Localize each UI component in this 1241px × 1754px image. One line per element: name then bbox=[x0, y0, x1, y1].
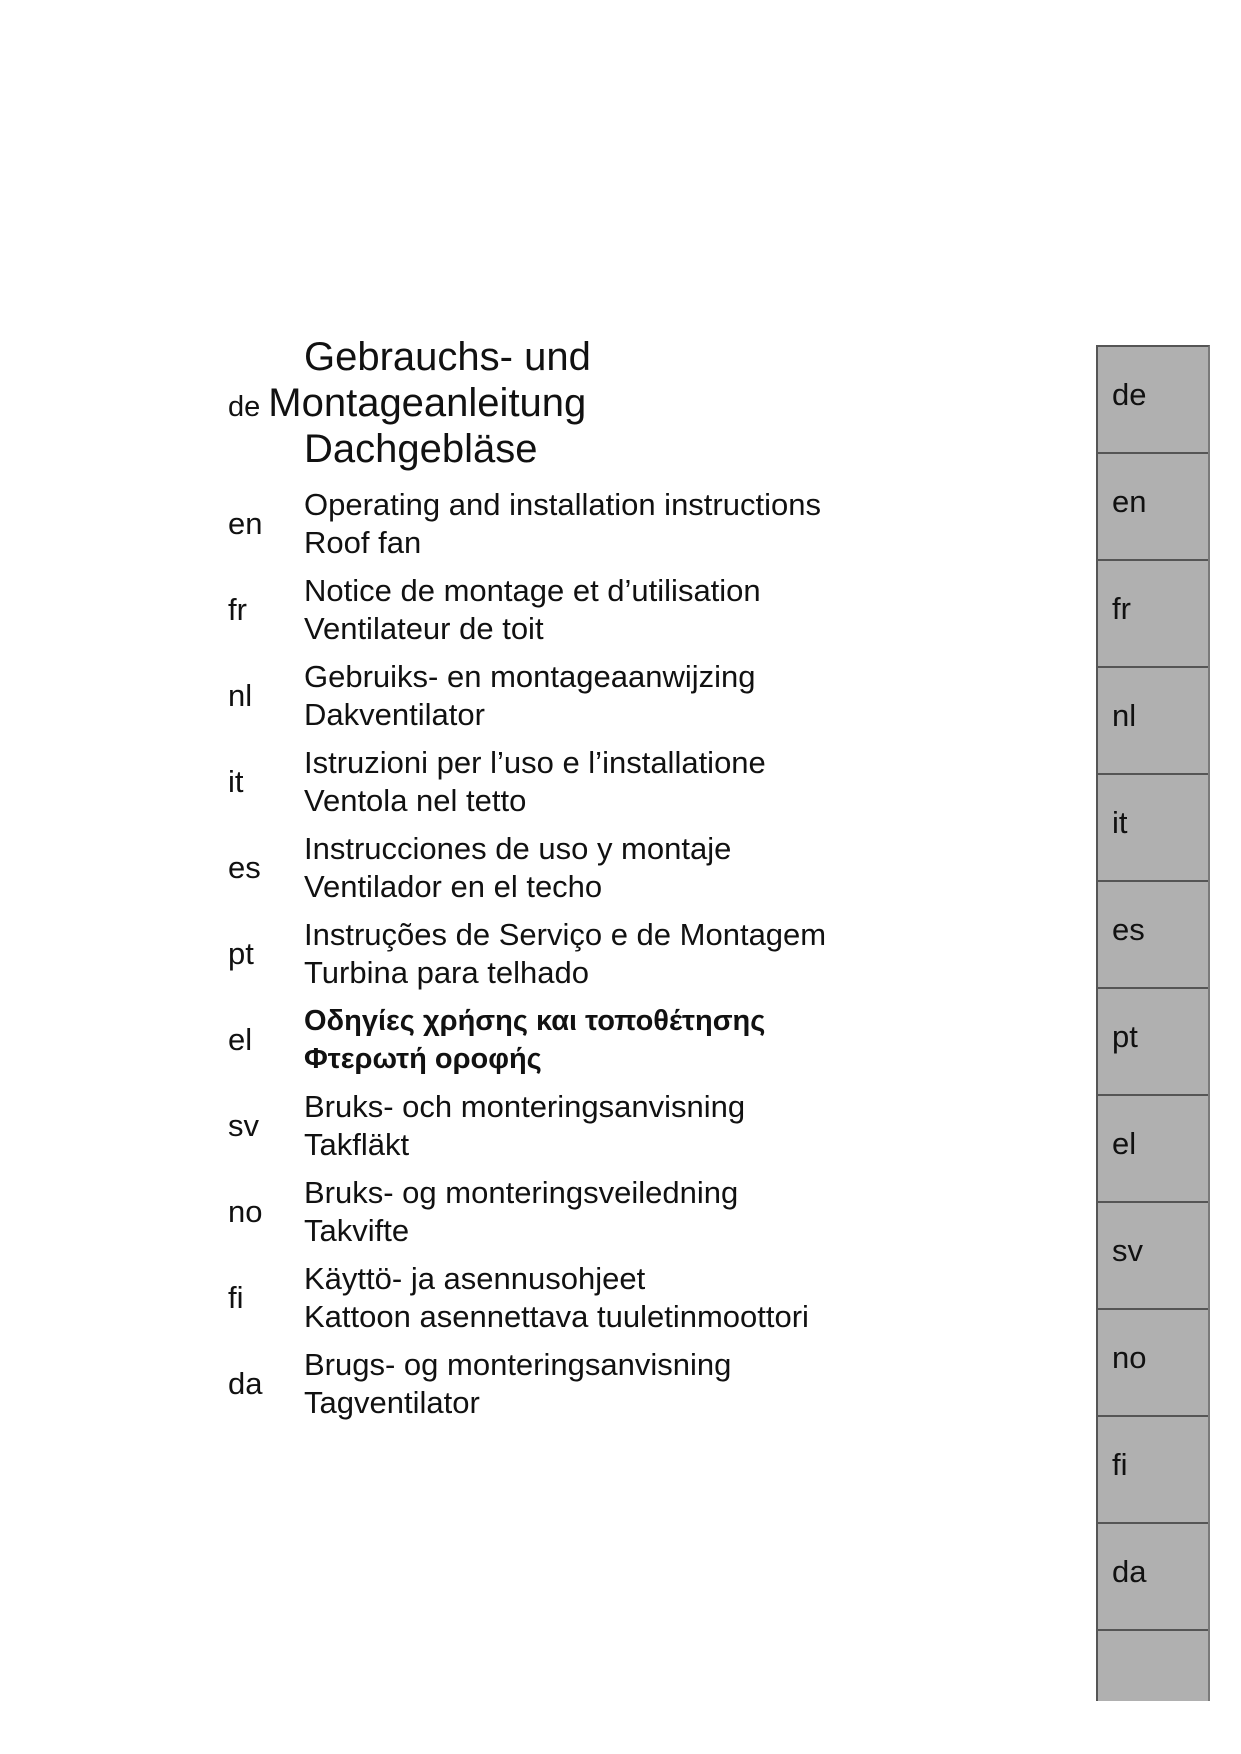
language-text bbox=[304, 1088, 745, 1164]
language-code: fr bbox=[228, 592, 247, 627]
product-name: Roof fan bbox=[304, 525, 422, 560]
language-list bbox=[228, 486, 968, 1432]
tab-label: el bbox=[1112, 1126, 1137, 1161]
instruction-title: Käyttö- ja asennusohjeet bbox=[304, 1261, 646, 1296]
language-text bbox=[304, 1174, 738, 1250]
language-code: fi bbox=[228, 1280, 244, 1315]
instruction-title: Instruções de Serviço e de Montagem bbox=[304, 917, 827, 952]
product-name: Kattoon asennettava tuuletinmoottori bbox=[304, 1299, 809, 1334]
language-entry-el bbox=[228, 1002, 968, 1088]
product-name: Takvifte bbox=[304, 1213, 410, 1248]
language-text bbox=[304, 916, 826, 992]
instruction-title: Bruks- og monteringsveiledning bbox=[304, 1175, 739, 1210]
language-text bbox=[304, 486, 821, 562]
language-text bbox=[304, 1002, 765, 1078]
language-code: pt bbox=[228, 936, 254, 971]
language-text bbox=[304, 572, 761, 648]
tab-fi[interactable] bbox=[1098, 1417, 1208, 1524]
language-code: el bbox=[228, 1022, 253, 1057]
tab-es[interactable] bbox=[1098, 882, 1208, 989]
tab-el[interactable] bbox=[1098, 1096, 1208, 1203]
tab-label: en bbox=[1112, 484, 1147, 519]
language-text bbox=[304, 658, 755, 734]
language-entry-fr bbox=[228, 572, 968, 658]
tab-da[interactable] bbox=[1098, 1524, 1208, 1631]
language-entry-es bbox=[228, 830, 968, 916]
tab-label: nl bbox=[1112, 698, 1137, 733]
instruction-title: Gebruiks- en montageaanwijzing bbox=[304, 659, 756, 694]
title-line-2 bbox=[228, 380, 928, 426]
product-name: Dakventilator bbox=[304, 697, 485, 732]
tab-label: pt bbox=[1112, 1019, 1138, 1054]
tab-label: es bbox=[1112, 912, 1145, 947]
language-code: nl bbox=[228, 678, 253, 713]
language-entry-fi bbox=[228, 1260, 968, 1346]
instruction-title: Instrucciones de uso y montaje bbox=[304, 831, 732, 866]
language-code: es bbox=[228, 850, 261, 885]
language-entry-no bbox=[228, 1174, 968, 1260]
instruction-title: Istruzioni per l’uso e l’installatione bbox=[304, 745, 766, 780]
title-line-3: Dachgebläse bbox=[304, 427, 538, 471]
tab-label: fi bbox=[1112, 1447, 1128, 1482]
language-code: it bbox=[228, 764, 244, 799]
tab-fr[interactable] bbox=[1098, 561, 1208, 668]
tab-label: fr bbox=[1112, 591, 1131, 626]
instruction-title: Οδηγίες χρήσης και τοποθέτησης bbox=[304, 1005, 766, 1037]
product-name: Ventola nel tetto bbox=[304, 783, 527, 818]
product-name: Turbina para telhado bbox=[304, 955, 589, 990]
tab-label: it bbox=[1112, 805, 1128, 840]
instruction-title: Brugs- og monteringsanvisning bbox=[304, 1347, 732, 1382]
product-name: Φτερωτή οροφής bbox=[304, 1043, 542, 1075]
language-entry-da bbox=[228, 1346, 968, 1432]
tab-no[interactable] bbox=[1098, 1310, 1208, 1417]
tab-de[interactable] bbox=[1098, 347, 1208, 454]
language-entry-it bbox=[228, 744, 968, 830]
product-name: Tagventilator bbox=[304, 1385, 480, 1420]
title-language-code: de bbox=[228, 391, 261, 423]
title-line-2-text: Montageanleitung bbox=[268, 381, 587, 425]
language-code: no bbox=[228, 1194, 263, 1229]
language-tab-column bbox=[1096, 345, 1210, 1701]
product-name: Ventilateur de toit bbox=[304, 611, 544, 646]
language-entry-en bbox=[228, 486, 968, 572]
tab-en[interactable] bbox=[1098, 454, 1208, 561]
tab-label: no bbox=[1112, 1340, 1147, 1375]
title-line-1: Gebrauchs- und bbox=[304, 335, 591, 379]
instruction-title: Bruks- och monteringsanvisning bbox=[304, 1089, 746, 1124]
language-text bbox=[304, 1346, 731, 1422]
language-text bbox=[304, 830, 731, 906]
instruction-title: Operating and installation instructions bbox=[304, 487, 821, 522]
language-code: en bbox=[228, 506, 263, 541]
language-entry-pt bbox=[228, 916, 968, 1002]
tab-pt[interactable] bbox=[1098, 989, 1208, 1096]
instruction-title: Notice de montage et d’utilisation bbox=[304, 573, 761, 608]
language-text bbox=[304, 1260, 809, 1336]
tab-nl[interactable] bbox=[1098, 668, 1208, 775]
product-name: Takfläkt bbox=[304, 1127, 410, 1162]
language-text bbox=[304, 744, 766, 820]
tab-label: da bbox=[1112, 1554, 1147, 1589]
document-title bbox=[228, 334, 928, 472]
language-entry-nl bbox=[228, 658, 968, 744]
language-code: da bbox=[228, 1366, 263, 1401]
tab-it[interactable] bbox=[1098, 775, 1208, 882]
tab-sv[interactable] bbox=[1098, 1203, 1208, 1310]
tab-label: de bbox=[1112, 377, 1147, 412]
language-code: sv bbox=[228, 1108, 259, 1143]
tab-blank bbox=[1098, 1631, 1208, 1738]
tab-label: sv bbox=[1112, 1233, 1143, 1268]
language-entry-sv bbox=[228, 1088, 968, 1174]
product-name: Ventilador en el techo bbox=[304, 869, 603, 904]
